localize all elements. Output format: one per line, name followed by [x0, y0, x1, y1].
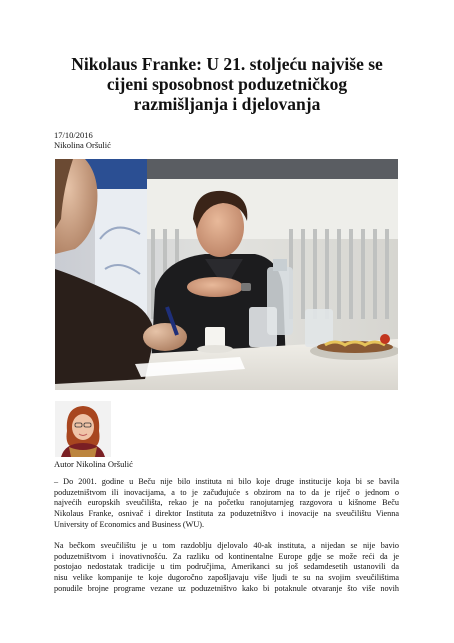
title-line: cijeni sposobnost poduzetničkog	[106, 74, 348, 94]
paragraph-2	[54, 541, 399, 595]
article-author: Nikolina Oršulić	[54, 140, 111, 150]
article-date: 17/10/2016	[54, 130, 93, 140]
paragraph-line: Nikolaus Franke, osnivač i direktor Instituta za poduzetništvo i inovacije na sveučilištu Vienna	[54, 509, 399, 519]
title-line: Nikolaus Franke: U 21. stoljeću najviše se	[71, 54, 383, 74]
paragraph-line: ponudile brojne programe vezane uz poduzetništvo kako bi potaknule otvaranje što više novih	[54, 583, 399, 593]
paragraph-1	[54, 477, 399, 531]
paragraph-line: poduzetništvom i inovativnošću. Za razliku od kontinentalne Europe gdje se može reći da je	[54, 551, 399, 561]
paragraph-line: poduzetništvom ili inovacijama, a to je začuđujuće s obzirom na to da je riječ o jednom o	[54, 487, 399, 497]
paragraph-line: University of Economics and Business (WU).	[54, 519, 205, 529]
paragraph-line: postojao nedostatak tradicije u tim područjima, Amerikanci su još sedamdesetih ustanovili da	[54, 562, 399, 572]
paragraph-line: najvećih europskih sveučilišta, rekao je na početku ranojutarnjeg razgovora u kišnome Beču	[54, 498, 399, 508]
author-photo	[55, 401, 111, 457]
author-caption: Autor Nikolina Oršulić	[54, 459, 133, 469]
paragraph-line: Na bečkom sveučilištu je u tom razdoblju djelovalo 40-ak instituta, a nijedan se nije bavio	[54, 541, 399, 550]
paragraph-line: – Do 2001. godine u Beču nije bilo instituta ni bilo koje druge institucije koja bi se bavila	[54, 477, 399, 486]
article-title	[40, 54, 414, 114]
title-line: razmišljanja i djelovanja	[133, 94, 321, 114]
main-photo	[55, 159, 398, 390]
paragraph-line: nisu velike kompanije te koje dugoročno zapošljavaju više ljudi te su na svojim sveučilištima	[54, 573, 399, 583]
article-meta	[54, 130, 111, 150]
